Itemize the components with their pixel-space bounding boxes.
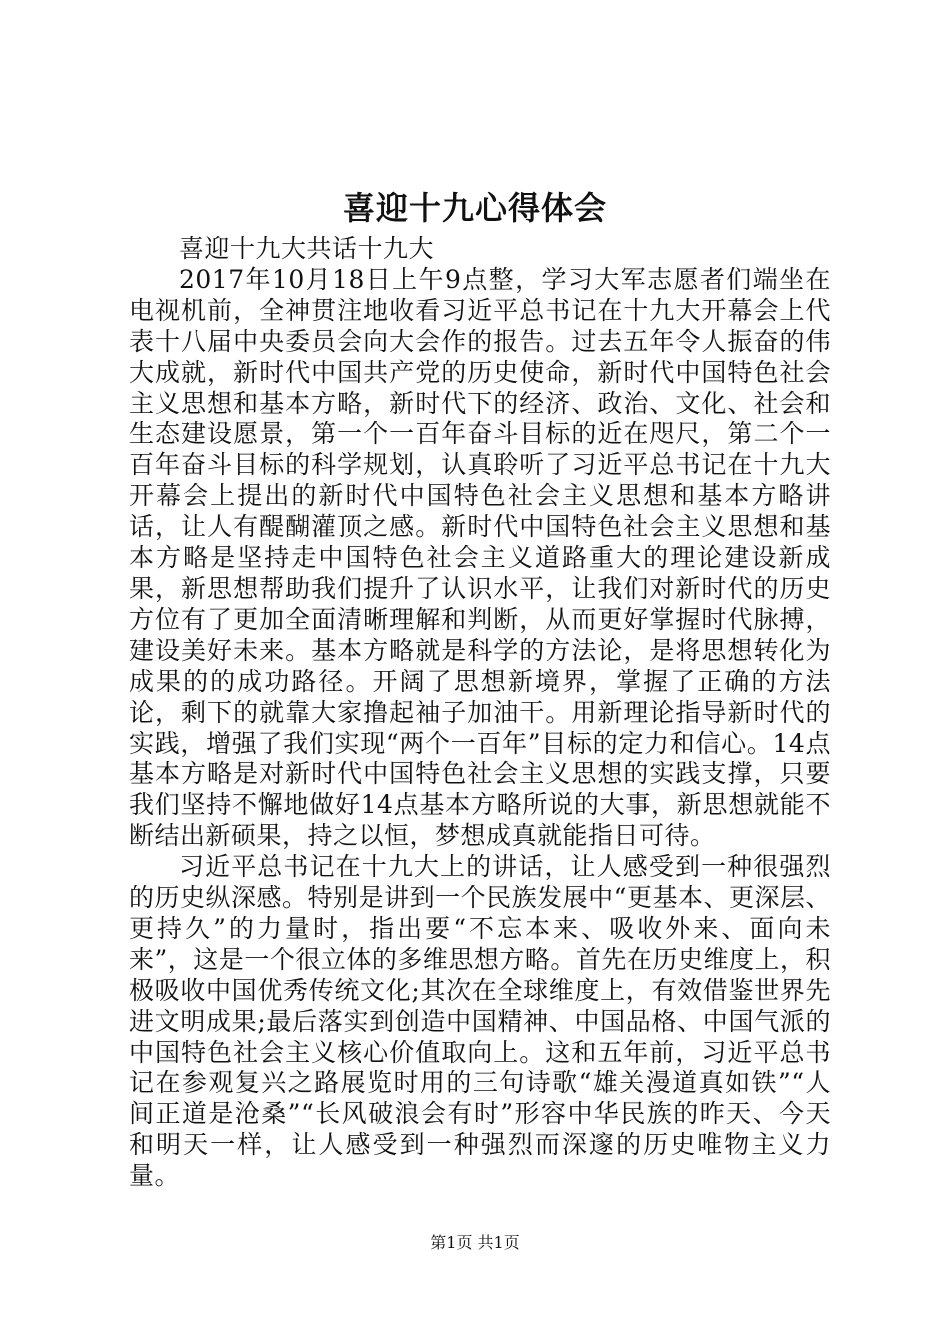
document-title: 喜迎十九心得体会	[342, 189, 607, 227]
body-paragraph: 习近平总书记在十九大上的讲话，让人感受到一种很强烈的历史纵深感。特别是讲到一个民族发展中“更基本、更深层、更持久”的力量时，指出要“不忘本来、吸收外来、面向未来”，这是一个很立体的多维思想方略。首先在历史维度上，积极吸收中国优秀传统文化;其次在全球维度上，有效借鉴世界先进文明成果;最后落实到创造中国精神、中国品格、中国气派的中国特色社会主义核心价值取向上。这和五年前，习近平总书记在参观复兴之路展览时用的三句诗歌“雄关漫道真如铁”“人间正道是沧桑”“长风破浪会有时”形容中华民族的昨天、今天和明天一样，让人感受到一种强烈而深邃的历史唯物主义力量。	[129, 852, 831, 1191]
document-body	[129, 234, 831, 1192]
body-paragraph: 2017年10月18日上午9点整，学习大军志愿者们端坐在电视机前，全神贯注地收看习近平总书记在十九大开幕会上代表十八届中央委员会向大会作的报告。过去五年令人振奋的伟大成就，新时代中国共产党的历史使命，新时代中国特色社会主义思想和基本方略，新时代下的经济、政治、文化、社会和生态建设愿景，第一个一百年奋斗目标的近在咫尺，第二个一百年奋斗目标的科学规划，认真聆听了习近平总书记在十九大开幕会上提出的新时代中国特色社会主义思想和基本方略讲话，让人有醍醐灌顶之感。新时代中国特色社会主义思想和基本方略是坚持走中国特色社会主义道路重大的理论建设新成果，新思想帮助我们提升了认识水平，让我们对新时代的历史方位有了更加全面清晰理解和判断，从而更好掌握时代脉搏，建设美好未来。基本方略就是科学的方法论，是将思想转化为成果的的成功路径。开阔了思想新境界，掌握了正确的方法论，剩下的就靠大家撸起袖子加油干。用新理论指导新时代的实践，增强了我们实现“两个一百年”目标的定力和信心。14点基本方略是对新时代中国特色社会主义思想的实践支撑，只要我们坚持不懈地做好14点基本方略所说的大事，新思想就能不断结出新硕果，持之以恒，梦想成真就能指日可待。	[129, 264, 831, 851]
page-footer: 第1页 共1页	[430, 1233, 520, 1252]
subtitle-paragraph: 喜迎十九大共话十九大	[179, 234, 435, 263]
